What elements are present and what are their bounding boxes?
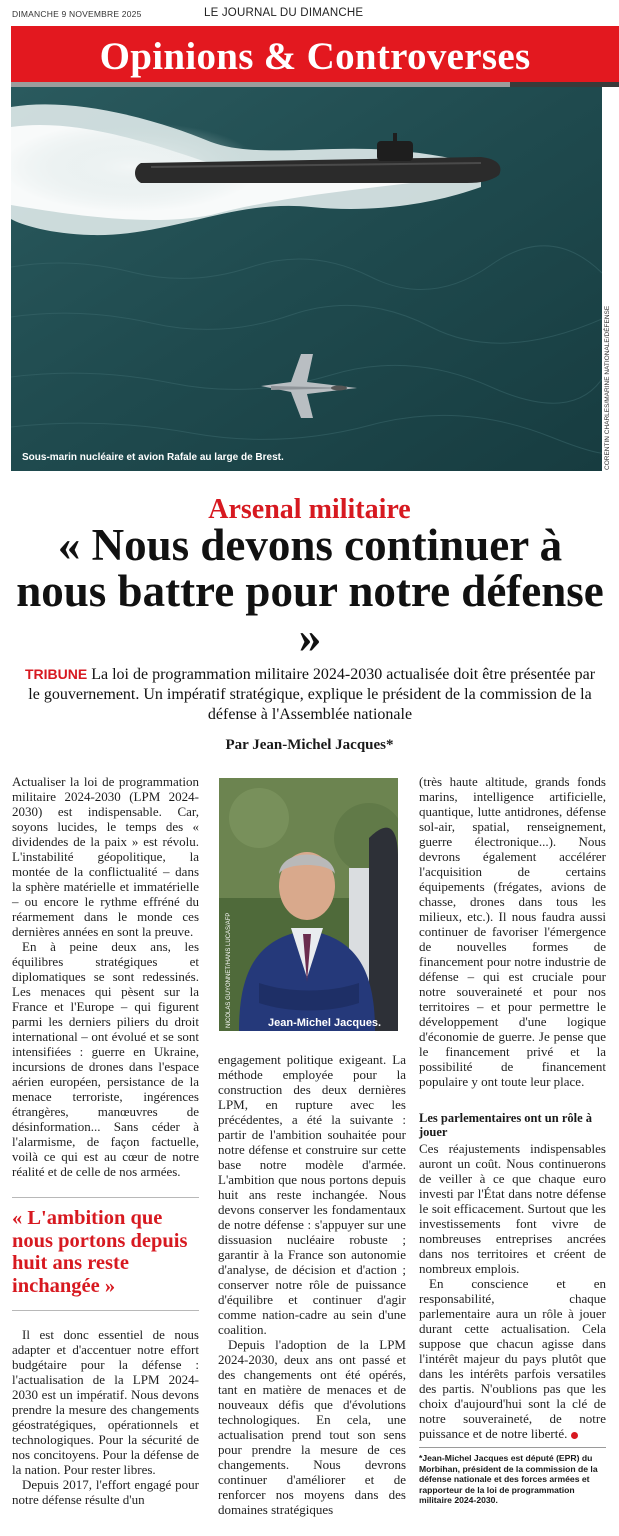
pullquote-rule-bottom: [12, 1310, 199, 1311]
tribune-label: TRIBUNE: [24, 666, 88, 682]
paragraph: En à peine deux ans, les équilibres stratégiques et diplomatiques se sont redessinés. Les menaces qui pèsent sur la France et l'Europe – qui figurent parmi les derniers piliers du droit international – ont évolué et se sont intensifiées : guerre en Ukraine, incursions de drones dans l'espace aérien européen, persistance de la menace terroriste, ingérences étrangères, manœuvres de désinformation... Sans céder à l'alarmisme, de façon factuelle, voilà ce qui est au cœur de notre réalité et de celle de nos armées.: [12, 939, 199, 1179]
section-banner: [11, 26, 619, 82]
portrait-photo: [219, 778, 398, 1031]
paragraph: (très haute altitude, grands fonds marins, intelligence artificielle, quantique, lutte antidrones, défense sol-air, spatial, renseignement, guerre électronique...). Nous devrons également accélérer l'acquisition de certains équipements (frégates, avions de chasse, drones dans tous les milieux, etc.). Il nous faudra aussi continuer de favoriser l'émergence de nouvelles formes de financement pour notre industrie de défense – qui est cruciale pour notre souveraineté et pour nos territoires – et pour permettre le développement d'une logique d'économie de guerre. Je pense que le financement privé et la possibilité de financement populaire y ont toute leur place.: [419, 774, 606, 1089]
paragraph: engagement politique exigeant. La méthode employée pour la construction des deux dernières LPM, en rupture avec les précédentes, a été la suivante : partir de l'ambition souhaitée pour notre défense et construire sur cette base notre modèle d'armée. L'ambition que nous portons depuis huit ans reste inchangée. Nous devons conserver les fondamentaux de notre défense : s'appuyer sur une dissuasion nucléaire robuste ; garantir à la France son autonomie d'analyse, de décision et d'action ; conserver notre rôle de puissance d'équilibre et continuer d'agir comme nation-cadre au sein d'une coalition.: [218, 1052, 406, 1337]
standfirst-text: La loi de programmation militaire 2024-2030 actualisée doit être présentée par le gouvernement. Un impératif stratégique, explique le président de la commission de la défense à l'Assemblée nationale: [28, 666, 596, 723]
portrait-caption: Jean-Michel Jacques.: [268, 1017, 382, 1029]
column-1-bottom: [12, 1327, 199, 1507]
subheading: Les parlementaires ont un rôle à jouer: [419, 1111, 593, 1139]
paragraph: Ces réajustements indispensables auront un coût. Nous continuerons de veiller à ce que chaque euro investi par l'État dans notre défense le soit efficacement. Surtout que les investissements font vivre de nombreuses entreprises ancrées dans nos territoires et créent de nombreux emplois.: [419, 1141, 606, 1276]
paragraph: Il est donc essentiel de nous adapter et d'accentuer notre effort budgétaire pour la défense : l'actualisation de la LPM 2024-2030 est un impératif. Nous devons prendre la mesure des changements géostratégiques, opérationnels et technologiques. Pour la sécurité de nos concitoyens. Pour la défense de la nation. Pour rester libres.: [12, 1327, 199, 1477]
column-3-top: [419, 774, 606, 1089]
kicker: Arsenal militaire: [208, 494, 411, 525]
pullquote: « L'ambition que nous portons depuis huit ans reste inchangée »: [12, 1207, 188, 1297]
section-title: Opinions & Controverses: [99, 35, 531, 78]
photo-caption: Sous-marin nucléaire et avion Rafale au large de Brest.: [22, 452, 284, 463]
headline: « Nous devons continuer à nous battre pour notre défense »: [16, 520, 604, 662]
author-bio: *Jean-Michel Jacques est député (EPR) du Morbihan, président de la commission de la défense nationale et des forces armées et rapporteur de la loi de programmation militaire 2024-2030.: [419, 1453, 598, 1505]
byline: Par Jean-Michel Jacques*: [225, 737, 394, 753]
column-1-top: [12, 774, 199, 1179]
standfirst: [20, 664, 600, 725]
issue-date: DIMANCHE 9 NOVEMBRE 2025: [12, 9, 142, 19]
column-3-middle: [419, 1141, 606, 1441]
paragraph: Depuis 2017, l'effort engagé pour notre défense résulte d'un: [12, 1477, 199, 1507]
main-photo: [11, 87, 602, 471]
paragraph-text: En conscience et en responsabilité, chaque parlementaire aura un rôle à jouer durant cette actualisation. Cela suppose que chacun agisse dans l'intérêt majeur du pays plutôt que dans les intérêts parfois versatiles des partis. N'oublions pas que les choix d'aujourd'hui sont la clé de notre souveraineté, de notre puissance et de notre liberté.: [419, 1276, 606, 1441]
end-mark-icon: [571, 1432, 578, 1439]
journal-name: LE JOURNAL DU DIMANCHE: [204, 7, 364, 19]
column-2: [218, 1052, 406, 1517]
paragraph: [419, 1276, 606, 1441]
photo-credit: CORENTIN CHARLES/MARINE NATIONALE/DÉFENSE: [604, 305, 611, 470]
bio-rule: [419, 1447, 606, 1448]
pullquote-rule-top: [12, 1197, 199, 1198]
paragraph: Actualiser la loi de programmation militaire 2024-2030 (LPM 2024-2030) est indispensable. Car, soyons lucides, le temps des « dividendes de la paix » est révolu. L'instabilité géopolitique, la montée de la conflictualité – dans la sphère matérielle et immatérielle – ou encore le rythme effréné du réarmement dans le monde ces dernières années en sont la preuve.: [12, 774, 199, 939]
paragraph: Depuis l'adoption de la LPM 2024-2030, deux ans ont passé et des changements ont été opérés, tant en matière de menaces et de nouveaux défis que d'évolutions technologiques. En cela, une actualisation prend tout son sens pour prendre la mesure de ces changements. Nous devrons continuer d'améliorer et de renforcer nos moyens dans des domaines stratégiques: [218, 1337, 406, 1517]
portrait-credit: NICOLAS GUYONNET/HANS LUCAS/AFP: [226, 912, 232, 1028]
